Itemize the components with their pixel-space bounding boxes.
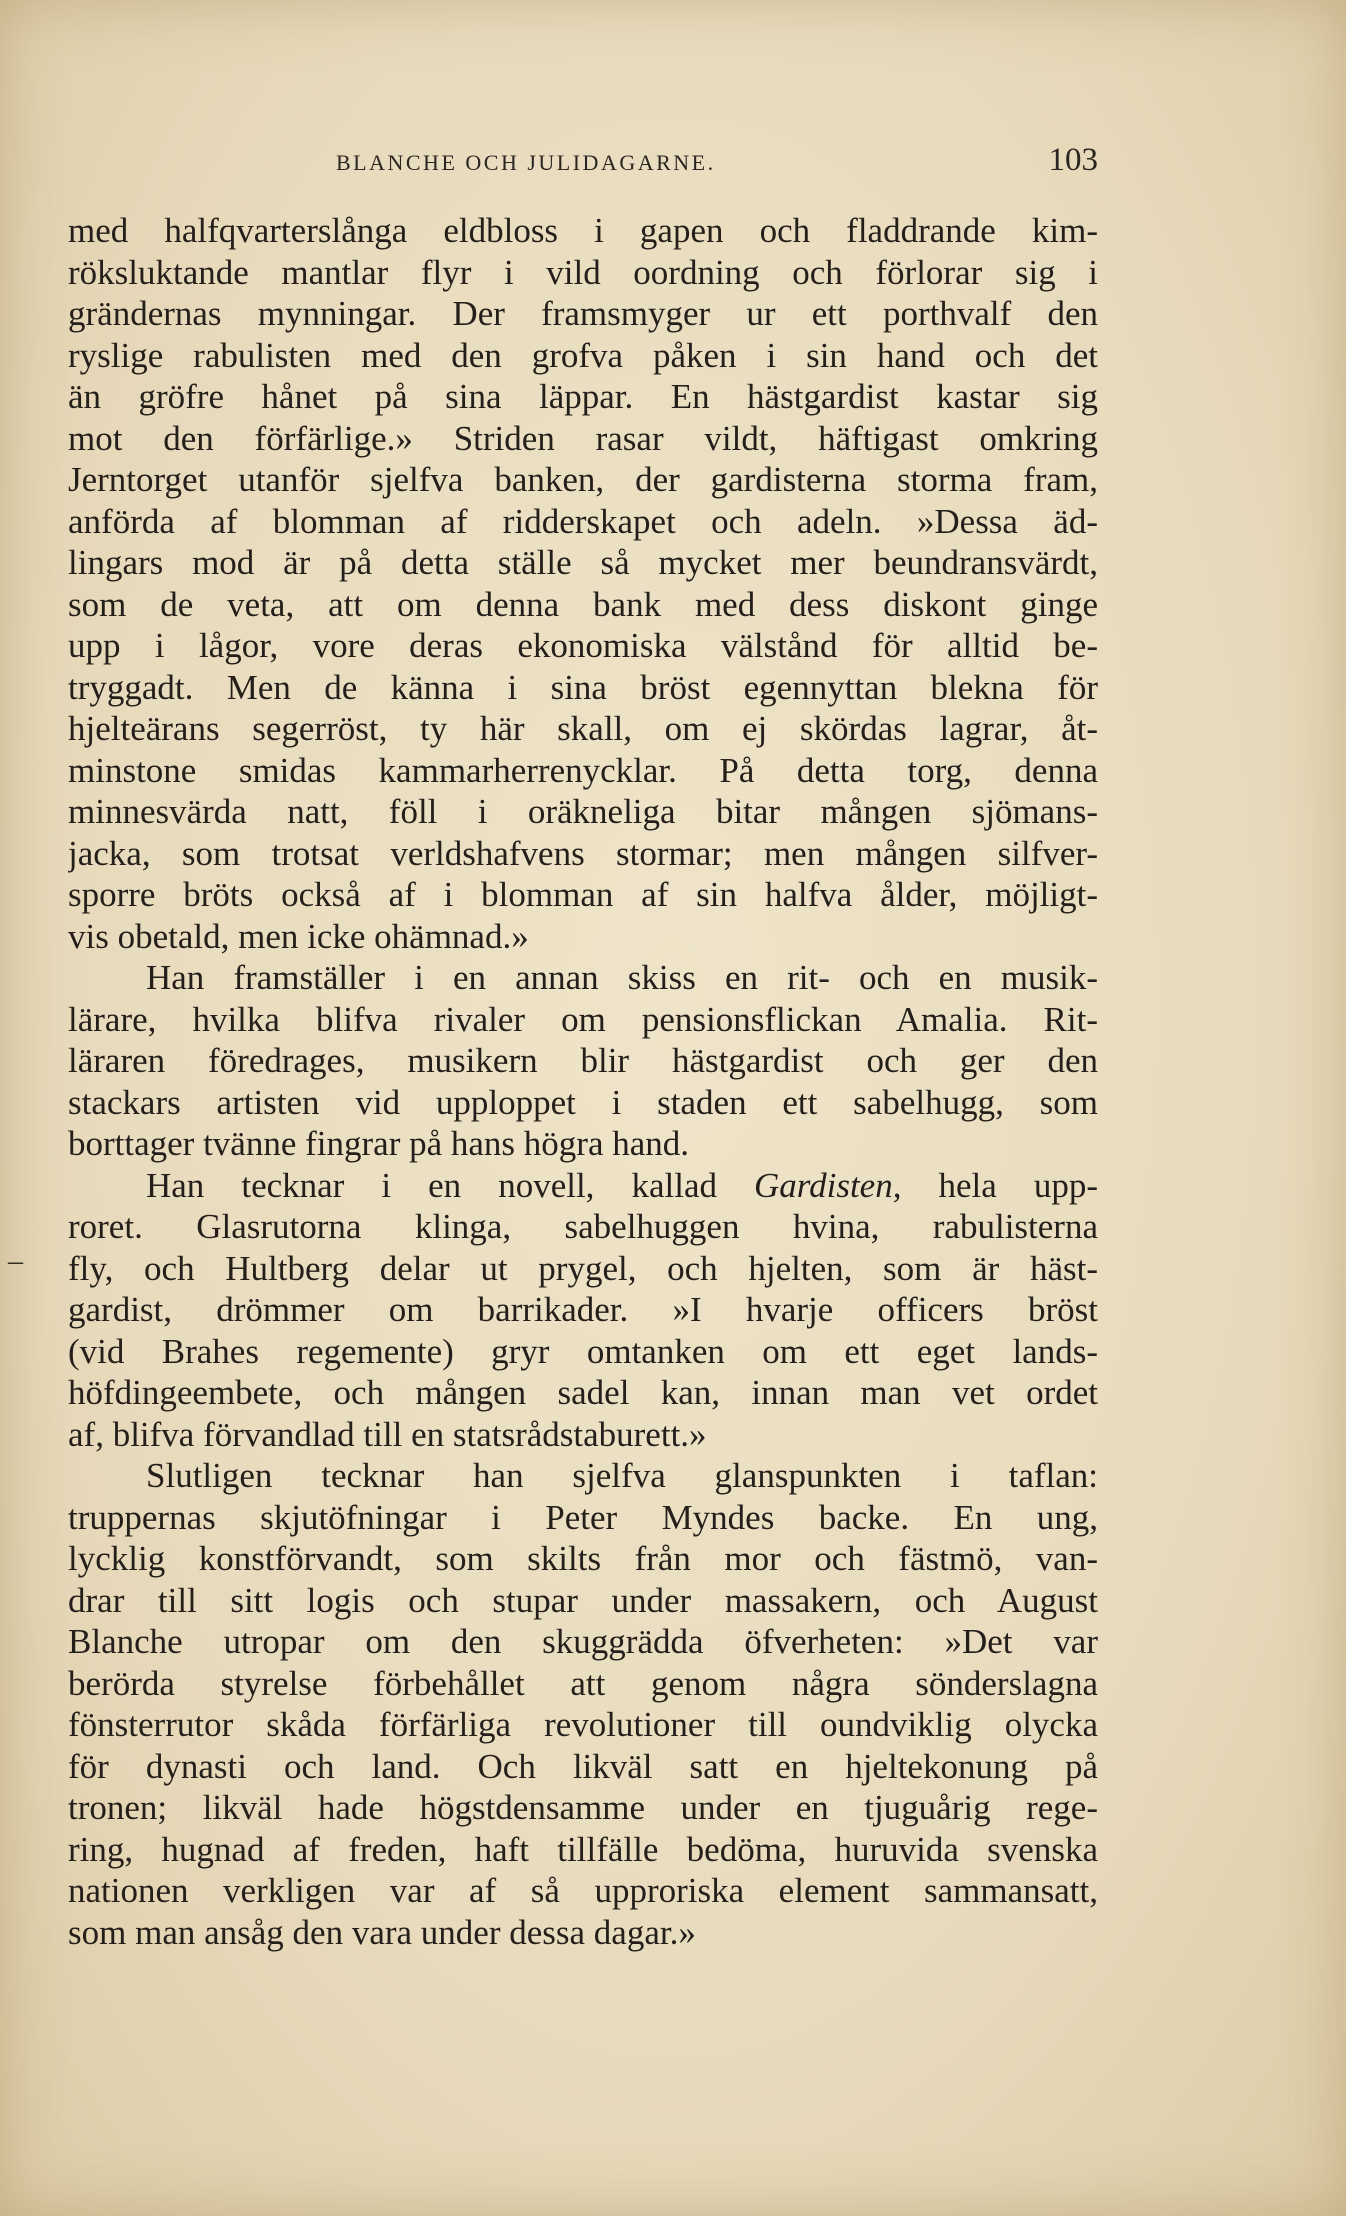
text-line	[68, 335, 1098, 377]
text-line	[68, 1497, 1098, 1539]
text-line	[68, 1870, 1098, 1912]
text-line	[68, 833, 1098, 875]
line-text: än gröfre hånet på sina läppar. En hästgardist kastar sig	[68, 377, 1098, 416]
line-text: nationen verkligen var af så upproriska element sammansatt,	[68, 1871, 1098, 1910]
line-text: stackars artisten vid upploppet i staden ett sabelhugg, som	[68, 1082, 1098, 1122]
text-line	[68, 874, 1098, 916]
text-line	[68, 1123, 1098, 1165]
text-line	[68, 1912, 1098, 1954]
line-text: (vid Brahes regemente) gryr omtanken om ett eget lands-	[68, 1331, 1098, 1371]
line-text: sporre bröts också af i blomman af sin halfva ålder, möjligt-	[68, 875, 1098, 914]
text-line	[68, 376, 1098, 418]
running-head	[68, 142, 1098, 188]
line-text: Jerntorget utanför sjelfva banken, der gardisterna storma fram,	[68, 460, 1098, 499]
line-text: som de veta, att om denna bank med dess diskont ginge	[68, 584, 1098, 624]
line-text: truppernas skjutöfningar i Peter Myndes backe. En ung,	[68, 1497, 1098, 1537]
text-line	[68, 1746, 1098, 1788]
text-line	[68, 1248, 1098, 1290]
text-line	[68, 1580, 1098, 1622]
line-text: tryggadt. Men de känna i sina bröst egennyttan blekna för	[68, 667, 1098, 707]
line-text-continued: hela upp-	[901, 1165, 1098, 1205]
line-text: för dynasti och land. Och likväl satt en hjeltekonung på	[68, 1746, 1098, 1786]
line-text: fönsterrutor skåda förfärliga revolutioner till oundviklig olycka	[68, 1705, 1098, 1744]
text-line	[68, 1663, 1098, 1705]
line-text: vis obetald, men icke ohämnad.»	[68, 916, 529, 956]
text-line	[68, 252, 1098, 294]
line-text: tronen; likväl hade högstdensamme under en tjuguårig rege-	[68, 1788, 1098, 1827]
line-text: anförda af blomman af ridderskapet och adeln. »Dessa äd-	[68, 501, 1098, 541]
text-line	[68, 1455, 1098, 1497]
text-line	[68, 1040, 1098, 1082]
line-text: mot den förfärlige.» Striden rasar vildt, häftigast omkring	[68, 418, 1098, 458]
text-line	[68, 542, 1098, 584]
text-line	[68, 459, 1098, 501]
line-text: Slutligen tecknar han sjelfva glanspunkten i taflan:	[146, 1456, 1098, 1495]
text-line	[68, 1414, 1098, 1456]
text-line	[68, 1165, 1098, 1207]
line-text: drar till sitt logis och stupar under massakern, och August	[68, 1580, 1098, 1620]
text-line	[68, 1829, 1098, 1871]
line-italic-title: Gardisten,	[754, 1165, 902, 1205]
text-line	[68, 1538, 1098, 1580]
line-text: med halfqvarterslånga eldbloss i gapen och fladdrande kim-	[68, 211, 1098, 250]
text-line	[68, 708, 1098, 750]
line-text: som man ansåg den vara under dessa dagar.»	[68, 1912, 696, 1952]
text-line	[68, 210, 1098, 252]
text-line	[68, 1621, 1098, 1663]
text-line	[68, 791, 1098, 833]
line-text: Han tecknar i en novell, kallad	[146, 1165, 755, 1205]
line-text: gardist, drömmer om barrikader. »I hvarje officers bröst	[68, 1290, 1098, 1329]
text-line	[68, 584, 1098, 626]
line-text: fly, och Hultberg delar ut prygel, och hjelten, som är häst-	[68, 1248, 1098, 1288]
line-text: Han framställer i en annan skiss en rit- och en musik-	[146, 958, 1098, 997]
line-text: af, blifva förvandlad till en statsrådstaburett.»	[68, 1414, 707, 1454]
line-text: läraren föredrages, musikern blir hästgardist och ger den	[68, 1041, 1098, 1080]
page-number: 103	[1048, 142, 1098, 178]
line-text: ring, hugnad af freden, haft tillfälle bedöma, huruvida svenska	[68, 1829, 1098, 1869]
line-text: berörda styrelse förbehållet att genom några sönderslagna	[68, 1663, 1098, 1703]
line-text: roret. Glasrutorna klinga, sabelhuggen hvina, rabulisterna	[68, 1207, 1098, 1246]
text-line	[68, 916, 1098, 958]
line-text: jacka, som trotsat verldshafvens stormar; men mången silfver-	[68, 833, 1098, 873]
text-line	[68, 293, 1098, 335]
line-text: Blanche utropar om den skuggrädda öfverheten: »Det var	[68, 1622, 1098, 1661]
text-line	[68, 999, 1098, 1041]
text-line	[68, 1704, 1098, 1746]
line-text: hjelteärans segerröst, ty här skall, om ej skördas lagrar, åt-	[68, 709, 1098, 748]
text-line	[68, 418, 1098, 460]
text-line	[68, 1787, 1098, 1829]
margin-mark: –	[8, 1244, 23, 1277]
text-line	[68, 1331, 1098, 1373]
line-text: lärare, hvilka blifva rivaler om pensionsflickan Amalia. Rit-	[68, 999, 1098, 1039]
line-text: grändernas mynningar. Der framsmyger ur ett porthvalf den	[68, 294, 1098, 333]
text-line	[68, 1082, 1098, 1124]
text-line	[68, 750, 1098, 792]
line-text: minnesvärda natt, föll i oräkneliga bitar mången sjömans-	[68, 792, 1098, 831]
text-line	[68, 625, 1098, 667]
body-text	[68, 210, 1098, 1953]
line-text: borttager tvänne fingrar på hans högra hand.	[68, 1124, 690, 1163]
line-text: upp i lågor, vore deras ekonomiska välstånd för alltid be-	[68, 626, 1098, 665]
text-line	[68, 1206, 1098, 1248]
line-text: lycklig konstförvandt, som skilts från mor och fästmö, van-	[68, 1539, 1098, 1578]
text-line	[68, 1372, 1098, 1414]
text-line	[68, 501, 1098, 543]
line-text: höfdingeembete, och mången sadel kan, innan man vet ordet	[68, 1373, 1098, 1412]
running-head-title: BLANCHE OCH JULIDAGARNE.	[336, 150, 716, 175]
line-text: lingars mod är på detta ställe så mycket mer beundransvärdt,	[68, 543, 1098, 582]
text-line	[68, 1289, 1098, 1331]
text-line	[68, 667, 1098, 709]
line-text: ryslige rabulisten med den grofva påken i sin hand och det	[68, 335, 1098, 375]
text-line	[68, 957, 1098, 999]
line-text: minstone smidas kammarherrenycklar. På detta torg, denna	[68, 750, 1098, 790]
line-text: röksluktande mantlar flyr i vild oordning och förlorar sig i	[68, 252, 1098, 292]
